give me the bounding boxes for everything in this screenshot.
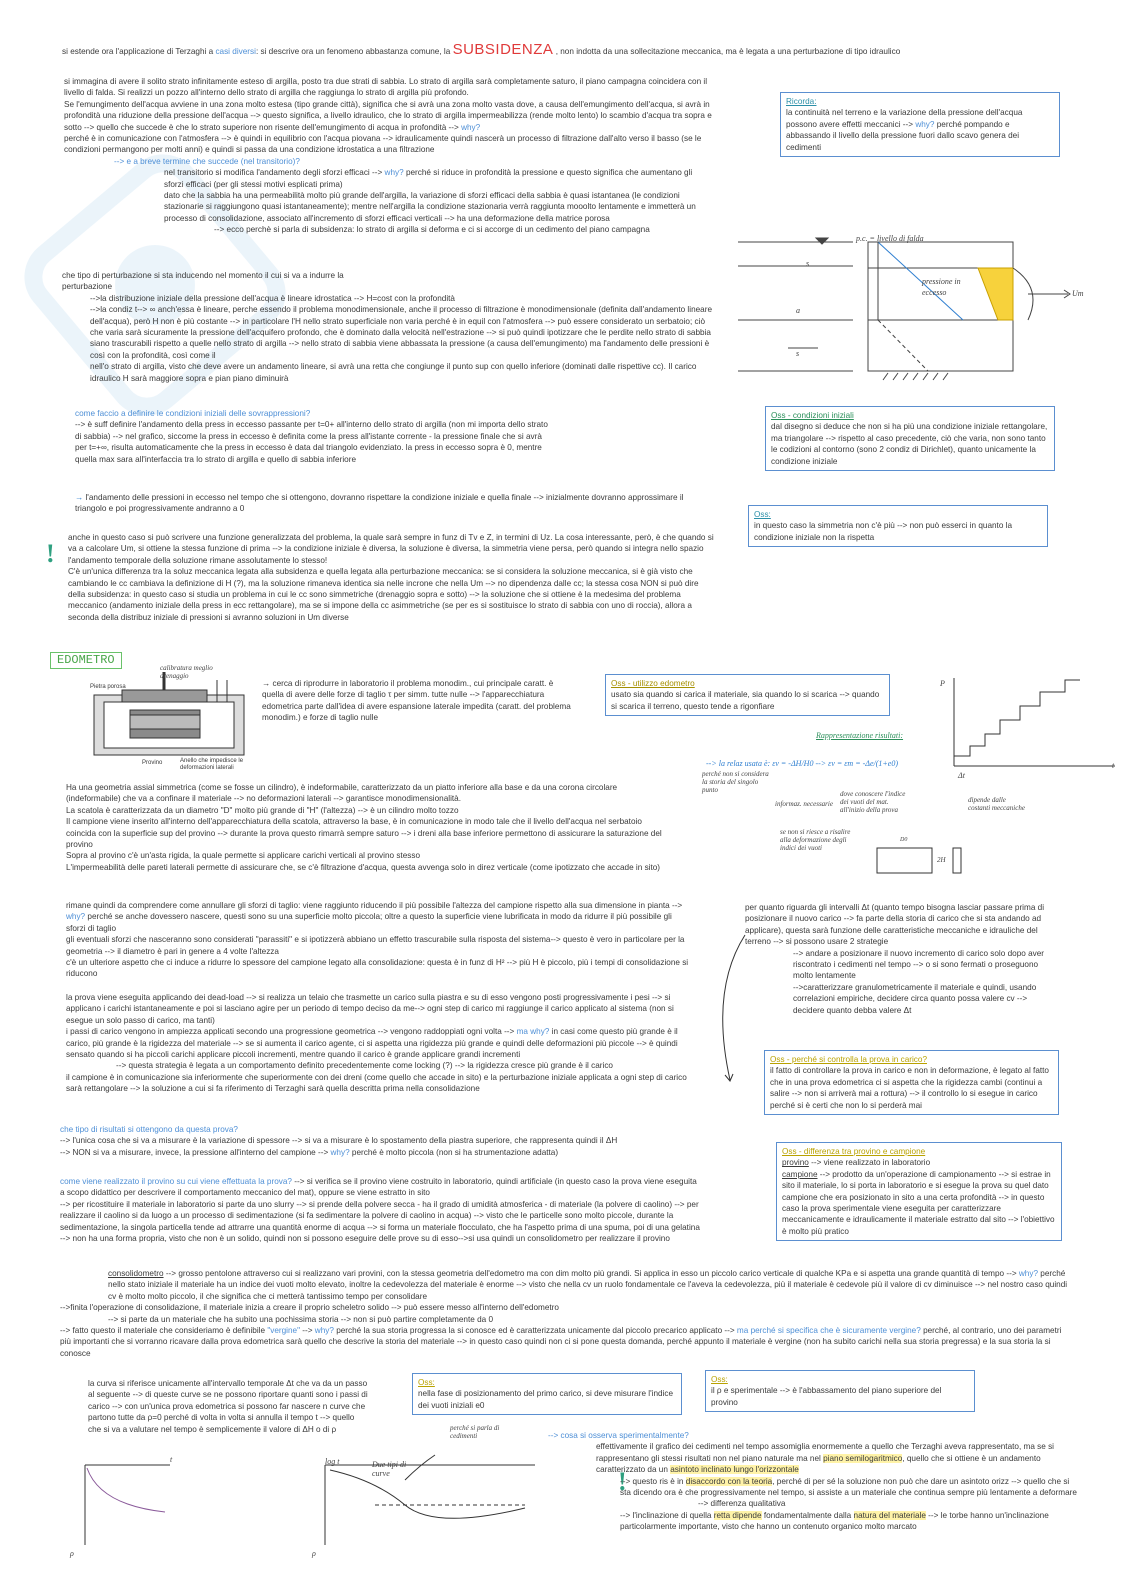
question-perturbazione: che tipo di perturbazione si sta inducendo nel momento il cui si va a indurre la perturbazione [62,271,344,292]
strain-note-1: perché non si considera la storia del singolo punto [702,770,769,794]
graph1-t: t [170,1455,173,1464]
specimen-sketch [875,842,965,882]
para-generalized: anche in questo caso si può scrivere una funzione generalizzata del problema, la quale sarà sempre in funz di Tv e Z, in termini di Uz. La cosa interessante, però, è che quando si va a calcolare Um, si ottiene la stessa funzione di prima --> la condizione iniziale è diversa, la soluzione è diversa, la simmetria viene persa, però quando si integra nello spazio l'andamento temporale della soluzione rimane assolutamente lo stesso! [68,533,714,565]
edometro-intro: → cerca di riprodurre in laboratorio il problema monodim., cui principale caratt. è quella di avere delle forze di taglio τ per simm. tutte nulle --> l'apparecchiatura edometrica parte dall'idea di avere espansione laterale impedita (caratt. del problema monodim.) e forze di taglio nulle [262,679,571,723]
oss-initial-box: Oss - condizioni iniziali dal disegno si deduce che non si ha più una condizione iniziale rettangolare, ma triangolare --> rispetto al caso precedente, ciò che varia, non sono tanto le codizioni al contorno (sono 2 condiz di Dirichlet), quanto unicamente la condizione iniziale [765,406,1055,471]
clay-layer-distribution: nell'o strato di argilla, visto che deve avere un andamento lineare, si avrà una retta che congiunge il punto sup con quello inferiore (dominati dalle rispettive cc). Il carico idraulico H sarà maggiore sopra e pian piano diminuirà [90,362,697,383]
diagram-layer-a: a [796,306,800,315]
oss-difference-box: Oss - differenza tra provino e campione provino --> viene realizzato in laboratorio campione --> prodotto da un'operazione di campionamento --> si estrae in sito il materiale, lo si porta in laboratorio e si esegue la prova su quel dato campione che era posizionato in sito a una certa profondità --> in questo caso la prova sperimentale viene eseguita per caratterizzare meccanicamente e idraulicamente il materiale estratto dal sito --> l'obiettivo è molto più pratico [776,1142,1062,1241]
strain-note-5: se non si riesce a risalire alla deformazione degli indici dei vuoti [780,828,851,852]
subsidenza-keyword: SUBSIDENZA [452,41,554,58]
diagram-layer-s-bot: s [796,349,800,358]
initial-distribution: -->la distribuzione iniziale della pressione dell'acqua è lineare idrostatica --> H=cost con la profondità [90,293,455,303]
exclamation-icon-2: ! [618,1467,627,1496]
remember-box: Ricorda: la continuità nel terreno e la variazione della pressione dell'acqua possono avere effetti meccanici --> why? perché pompando e abbassando il livello della pressione fuori dallo scavo genera dei cedimenti [780,92,1060,157]
graph2-rho: ρ [312,1549,316,1558]
load-steps-graph [940,678,1120,778]
hand-due-curve: Due tipi di curve [372,1460,407,1478]
d0-label: D0 [900,837,908,843]
oss-control-box: Oss - perché si controlla la prova in carico? il fatto di controllare la prova in carico e non in deformazione, è legato al fatto che in una prova edometrica ci si aspetta che la rigidezza cambi (continui a salire --> non si arriverà mai a rottura) --> il controllo lo si esegue in carico perché si è certi che non lo si perderà mai [764,1050,1059,1115]
edometro-description: Ha una geometria assial simmetrica (come se fosse un cilindro), è indeformabile, caratterizzato da un piatto inferiore alla base e da una corona circolare (indeformabile) che va a confinare il materiale --> no deformazioni laterali --> garantisce monodimensionalità. La scatola è caratterizzata da un diametro "D" molto più grande di "H" (l'altezza) --> è un cilindro molto tozzo Il campione viene inserito all'interno dell'apparecchiatura della scatola, attraverso la base, è in comunicazione in modo tale che il livello dell'acqua nel serbatoio coincida con la superficie sup del provino --> durante la prova questo rimarrà sempre saturo --> i dreni alla base inferiore permettono di assicurare la saturazione del provino Sopra al provino c'è un'asta rigida, la quale permette si applicare carichi verticali al provino stesso L'impermeabilità delle pareti laterali permette di assicurare che, se c'è filtrazione d'acqua, questa avvenga solo in direz verticale (come ipotizzato che accade in sito) [66,783,662,872]
excess-pressure-note: → l'andamento delle pressioni in eccesso nel tempo che si ottengono, dovranno rispettare la condizione iniziale e quella finale --> inizialmente dovranno approssimare il triangolo e poi progressivamente andranno a 0 [75,493,684,514]
edometro-results: che tipo di risultati si ottengono da questa prova? --> l'unica cosa che si va a misurare è la variazione di spessore --> si va a misurare è lo spostamento della piastra superiore, che rappresenta quindi il ΔH --> NON si va a misurare, invece, la pressione all'interno del campione --> why? perché è molto piccola (non si ha strumentazione adatta) [60,1125,618,1157]
strain-note-6: dipende dalle costanti meccaniche [968,796,1025,812]
strain-note-3: dove conoscere l'indice dei vuoti del mat. all'inizio della prova [840,790,906,814]
consolidometro-title: consolidometro [108,1269,164,1278]
subsidence-diagram [738,228,1108,388]
para-ecco: --> ecco perchè si parla di subsidenza: lo strato di argilla si deforma e ci si accorge di un cedimento del piano campagna [214,225,650,235]
oss-use-box: Oss - utilizzo edometro usato sia quando si carica il materiale, sia quando lo si scarica --> quando si scarica il terreno, questo tende a rigonfiare [605,674,890,716]
initial-conditions-block [75,408,555,465]
initial-conditions-answer: --> è suff definire l'andamento della press in eccesso passante per t=0+ all'interno dello strato di argilla (non mi importa dello strato di sabbia) --> nel grafico, siccome la press in eccesso è definita come la press all'istante corrente - la pressione finale che si avrà per t=+∞, risulta automaticamente che la press in eccesso è data dal triangolo evidenziato. la press in eccesso sopra è 0, mentre quella max sara all'interfaccia tra lo strato di argilla e quello di sabbia inferiore [75,420,548,464]
strain-note-4: informaz. necessarie [775,800,833,808]
hand-cedimenti: perché si parla di cedimenti [450,1424,500,1440]
header-line: si estende ora l'applicazione di Terzaghi a casi diversi: si descrive ora un fenomeno abbastanza comune, la SUBSIDENZA , non indotta da una sollecitazione meccanica, ma è legata a una perturbazione di tipo idraulico [62,41,901,58]
specimen-preparation: come viene realizzato il provino su cui viene effettuata la prova? --> si verifica se il provino viene costruito in laboratorio, quindi artificiale (in questo caso la prova viene eseguita a scopo didattico per descrivere il comportamento meccanico del mat), oppure se viene estratto in sito --> per ricostituire il materiale in laboratorio si parte da uno slurry --> si prende della polvere secca - ha il grado di umidità atmosferica - di materiale (la polvere di caolino) --> per realizzare il caolino si da luogo a un processo di sedimentazione (si fa sedimentare la polvere di caolino in acqua) --> visto che le particelle sono molto piccole, durante la sedimentazione, la singola particella tende ad attrarre una quantità enorme di acqua --> si forma un materiale flocculato, che ha l'aspetto prima di una spuma, poi di una gelatina --> non ha una forma propria, visto che non è un solido, quindi non si possono eseguire delle prove su di esso-->si usa quindi un consolidometro per realizzare il provino [60,1177,700,1244]
oss-e0-box: Oss: nella fase di posizionamento del primo carico, si deve misurare l'indice dei vuoti iniziali e0 [412,1373,682,1415]
para-atmosfera: perché è in comunicazione con l'atmosfera --> è quindi in equilibrio con l'acqua piovana --> idraulicamente quindi nascerà un processo di filtrazione dall'alto verso il basso (se le condizioni permangono per molti anni) e quindi si passa da una condizione idrostatica a una filtrazione [64,134,702,155]
subsidence-intro [64,76,714,236]
curves-description: la curva si riferisce unicamente all'intervallo temporale Δt che va da un passo al seguente --> di queste curve se ne possono riportare quanti sono i passi di carico --> con un'unica prova edometrica si possono far nascere n curve che partono tutte da ρ=0 perché di volta in volta si annulla il tempo t --> quello che si va a valutare nel tempo è semplicemente il valore di ΔH o di ρ [88,1379,368,1434]
fig-label-provino: Provino [142,760,163,766]
edometro-shear: rimane quindi da comprendere come annullare gli sforzi di taglio: viene raggiunto riducendo il più possibile l'altezza del campione rispetto alla sua dimensione in pianta --> why? perché se anche dovessero nascere, questi sono su una superficie molto piccola; oltre a questo la superficie viene lubrificata in modo da ridurre il più possibile gli sforzi di taglio gli eventuali sforzi che nasceranno sono considerati "parassiti" e si ipotizzerà abbiano un effetto trascurabile sulla risposta del sistema--> questo è vero in particolare per la geometria --> il diametro è pari in genere a 4 volte l'altezza c'è un ulteriore aspetto che ci induce a ridurre lo spessore del campione legato alla consolidazione: questa è in funz di H² --> più H è piccolo, più i tempi di consolidazione si riducono [66,901,689,979]
strain-relation: --> la relaz usata è: εv = -ΔH/H0 --> εv = εm = -Δe/(1+e0) [706,759,899,768]
graph-p-axis: P [940,679,945,688]
general-solution-block [68,532,718,623]
graph-t-axis: t [1112,761,1115,770]
edometro-title: EDOMETRO [50,652,122,669]
diagram-pc-label: p.c. = livello di falda [856,234,924,243]
para-sabbia: dato che la sabbia ha una permeabilità molto più grande dell'argilla, la variazione di sforzi efficaci della sabbia è quasi istantanea (le condizioni stazionarie si raggiungono quasi istantaneamente); mentre nell'argilla la condizione stazionaria verrà raggiunta mooolto lentamente e immetterà un processo di consolidazione, associato all'incremento di sforzi efficaci verticali --> ha una deformazione della matrice porosa [164,191,696,223]
question-initial-conditions: come faccio a definire le condizioni iniziali delle sovrappressioni? [75,409,311,418]
h-label: 2H [937,856,946,864]
graph-dt-label: Δt [958,771,965,780]
perturbation-section [62,270,712,384]
settlement-curves [75,1460,565,1560]
fig-label-anello: Anello che impedisce le deformazioni laterali [180,758,244,771]
curved-arrow [690,930,750,1090]
fig-label-hand: calibratura meglio drenaggio [160,664,213,680]
diagram-excess-label: pressione in eccesso [922,277,961,298]
exclamation-icon: ! [46,539,55,568]
diagram-layer-s-top: s [806,259,810,268]
consolidometro-block: consolidometro --> grosso pentolone attraverso cui si realizzano vari provini, con la stessa geometria dell'edometro ma con dim molto più grandi. Si applica in esso un piccolo carico verticale di qualche KPa e si aspetta una grande quantità di tempo --> why? perché nello stato iniziale il materiale ha un indice dei vuoti molto elevato, inoltre la cedevolezza del materiale è enorme --> visto che nella cv un ruolo fondamentale ce l'aveva la cedevolezza, più il materiale è cedevole più il valore di cv diminuisce --> nel nostro caso quindi cv è molto molto piccolo, il che significa che ci metterà tantissimo tempo per consolidare -->finita l'operazione di consolidazione, il materiale inizia a creare il proprio scheletro solido --> può essere messo all'interno dell'edometro --> si parte da un materiale che ha subito una pochissima storia --> non si può partire completamente da 0 --> fatto questo il materiale che consideriamo è definibile "vergine" --> why? perché la sua storia progressa la si conosce ed è caratterizzata unicamente dal piccolo precarico applicato --> ma perché si specifica che è sicuramente vergine? perché, al contrario, uno dei parametri più importanti che si vorranno ricavare dalla prova edometrica sarà quello che descrive la storia del materiale --> in questo caso quindi non ci si pone questa domanda, perché appunto il materiale è vergine (non ha subito carichi nella sua storia pregressa) e la sua storia la si conosce [60,1269,1068,1358]
experimental-observation: --> cosa si osserva sperimentalmente? effettivamente il grafico dei cedimenti nel tempo assomiglia enormemente a quello che Terzaghi aveva rappresentato, ma se si rappresentano gli stessi risultati non nel piano naturale ma nel piano semilogaritmico, quello che si ottiene è un andamento caratterizzato da un asintoto inclinato lungo l'orizzontale --> questo ris è in disaccordo con la teoria, perché di per sé la soluzione non può che dare un asintoto orizz --> quello che si sta dicendo ora è che progressivamente nel tempo, si assiste a un materiale che continua sempre più lentamente a deformare --> differenza qualitativa --> l'inclinazione di quella retta dipende fondamentalmente dalla natura del materiale --> le torbe hanno un'inclinazione particolarmente importante, visto che hanno un contenuto organico molto marcato [548,1431,1077,1532]
final-distribution: -->la condiz t--> ∞ anch'essa è lineare, perche essendo il problema monodimensionale, anche il processo di filtrazione è monodimensionale (definita dall'andamento lineare dell'acqua), però H non è più costante --> in particolare l'H nello strato superficiale non varia perché è in equil con l'atmosfera --> può essere considerato un serbatoio; ciò che varia sarà sicuramente la pressione dell'acquifero profondo, che è dominato dalla velocità nell'estrazione --> si può quindi ipotizzare che le perdite nello strato di sabbia siano trascurabili rispetto a quelle nello strato di argilla --> nello strato di sabbia viene abbassata la pressione (a causa dell'emungimento) ma l'andamento delle pressioni è così con la profondità, così come il [90,305,713,360]
header-casi-link[interactable]: casi diversi [215,47,256,56]
edometro-load-steps: la prova viene eseguita applicando dei dead-load --> si realizza un telaio che trasmette un carico sulla piastra e su di esso vengono posti progressivamente i pesi --> si applicano i carichi istantaneamente e poi si lasciano agire per un periodo di tempo deciso da me--> ogni step di carico mi raggiunge il carico applicato al sistema (non si esegue un solo passo di carico, ma tanti) i passi di carico vengono in ampiezza applicati secondo una progressione geometrica --> vengono raddoppiati ogni volta --> ma why? in casi come questo più grande è il carico, più grande è la rigidezza del materiale --> se si aumenta il carico agente, ci si aspetta una rigidezza più grande e quindi delle deformazioni più piccole --> è quindi sensato quando si ha piccoli carichi applicare piccoli incrementi, mentre quando il carico è grande applicare grandi incrementi --> questa strategia è legata a un comportamento definito precedentemente come locking (?) --> la rigidezza cresce più grande è il carico il campione è in comunicazione sia inferiormente che superiormente con dei dreni (come quello che accade in sito) e la perturbazione iniziale applicata a ogni step di carico sarà rettangolare --> la soluzione a cui si fa riferimento di Terzaghi sarà quella descritta prima nella consolidazione [66,993,687,1094]
para-difference: C'è un'unica differenza tra la soluz meccanica legata alla subsidenza e quella legata alla perturbazione meccanica: se si considera la soluzione meccanica, si è già visto che cambiando le cc cambiava la definizione di H (?), ma la soluzione rimaneva identica sia nelle incrone che nella Um --> no dipendenza dalle cc; la stessa cosa NON si può dire della subsidenza: in questo caso si studia un problema in cui le cc sono simmetriche (drenaggio sopra e sotto) --> la soluzione che si ottiene è la medesima del problema meccanico (andamento iniziale della press in ecc rettangolare), ma se si impone della cc asimmetriche (se per es si sostituisce lo strato di sabbia con uno di roccia), allora a seconda della distribuz iniziale di pressioni si avranno soluzioni in Um diverse [68,567,699,622]
para-transitorio: nel transitorio si modifica l'andamento degli sforzi efficaci --> why? perché si riduce in profondità la pressione e questo significa che aumentano gli sforzi efficaci (per gli stessi motivi esplicati prima) [164,168,693,189]
oss-rho-box: Oss: il ρ e sperimentale --> è l'abbassamento del piano superiore del provino [705,1370,975,1412]
graph2-logt: log t [325,1457,340,1466]
question-transitorio: --> e a breve termine che succede (nel transitorio)? [114,156,300,166]
graph1-rho: ρ [70,1549,74,1558]
representation-title: Rappresentazione risultati: [816,731,904,740]
load-interval-block: per quanto riguarda gli intervalli Δt (quanto tempo bisogna lasciar passare prima di posizionare il nuovo carico --> fa parte della storia di carico che si sta andando ad applicare), questa sarà funzione delle caratteristiche meccaniche e idrauliche del terreno --> si possono usare 2 strategie --> andare a posizionare il nuovo incremento di carico solo dopo aver riscontrato i cedimenti nel tempo --> o si sono fermati o proseguono molto lentamente -->caratterizzare granulometricamente il materiale e quindi, usando correlazioni empiriche, decidere circa quanto possa valere cv --> decidere quanto debba valere Δt [745,903,1045,1015]
fig-label-pietra: Pietra porosa [90,684,126,690]
diagram-um-label: Um [1072,289,1084,298]
para-strato: si immagina di avere il solito strato infinitamente esteso di argilla, posto tra due strati di sabbia. Lo strato di argilla sarà completamente saturo, il piano campagna coincidera con il livello di falda. Si realizzi un pozzo all'interno dello strato di argilla che raggiunga lo strato di argilla più profondo. [64,77,708,98]
oss-symmetry-box: Oss: in questo caso la simmetria non c'è più --> non può esserci in quanto la condizione iniziale non la rispetta [748,505,1048,547]
para-emungimento: Se l'emungimento dell'acqua avviene in una zona molto estesa (tipo grande città), significa che si avrà una zona molto vasta dove, a causa dell'emungimento dell'acqua, si avrà in profondità una riduzione della pressione dell'acqua --> questo significa, a livello idraulico, che lo strato di argilla impermeabilizza (rende molto lento) lo scambio d'acqua tra sopra e sotto --> quello che succede è che lo strato superiore non risente dell'emungimento di acqua in profondità --> why? [64,99,712,132]
